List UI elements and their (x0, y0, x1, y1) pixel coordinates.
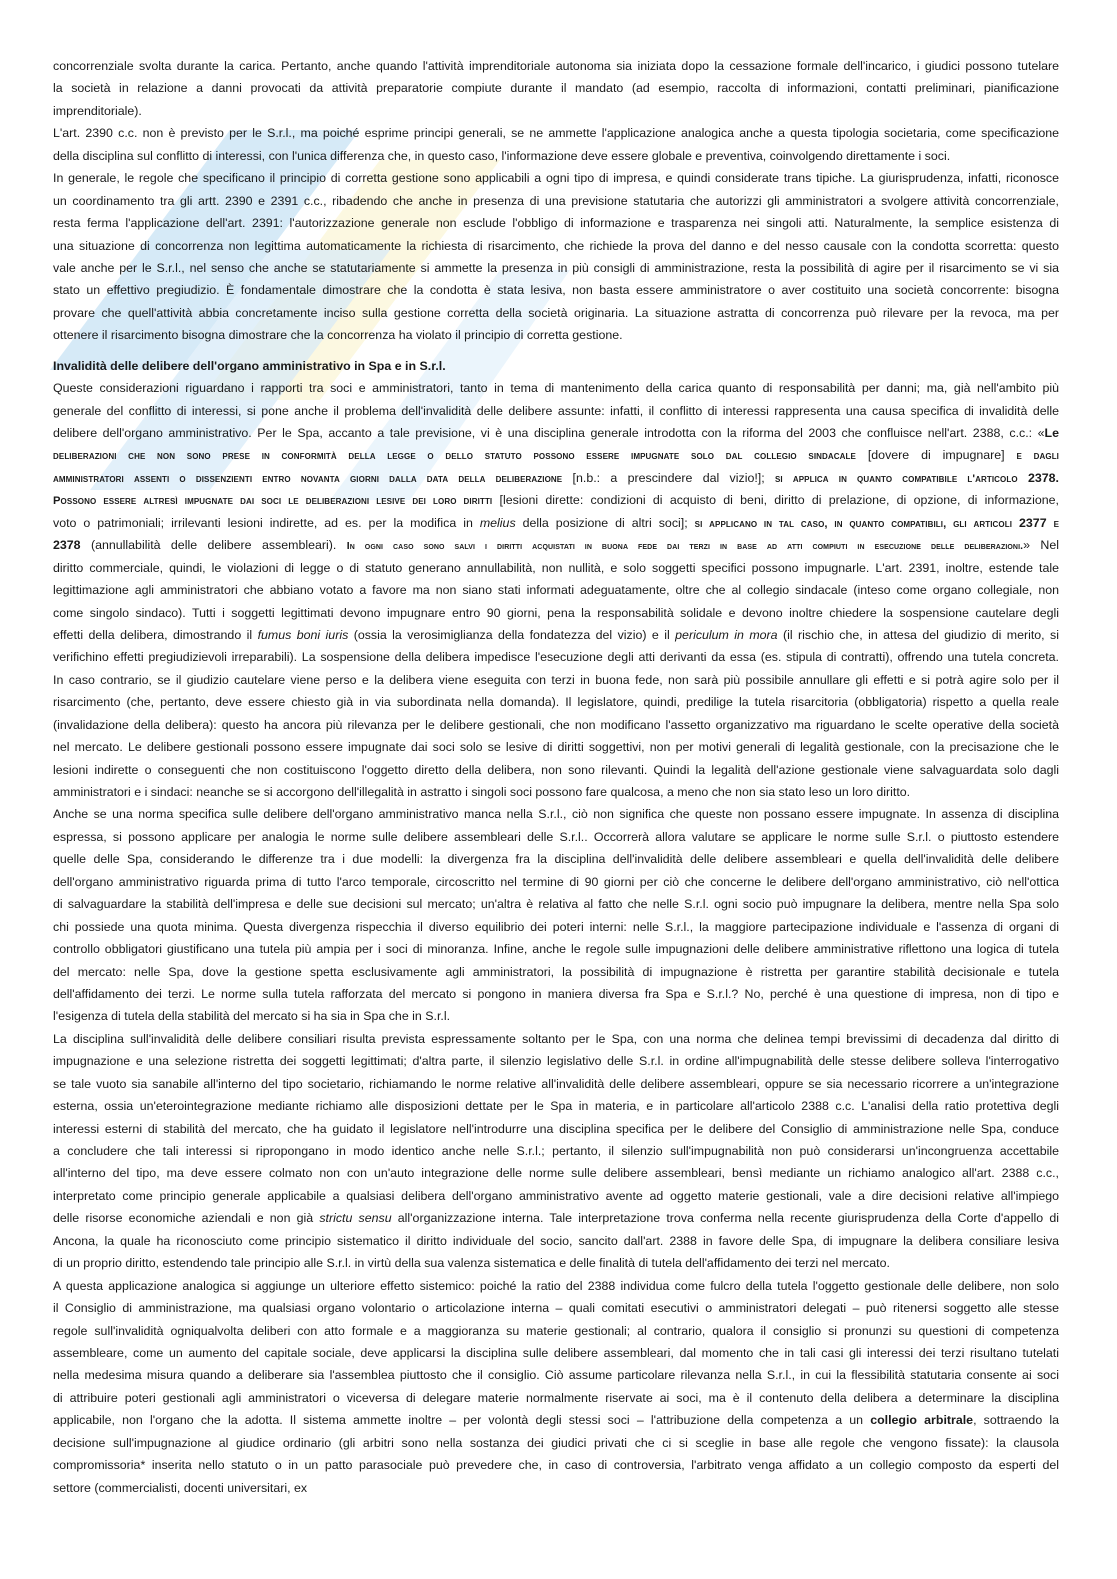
text-line: effetti della delibera, dimostrando il fumus boni iuris (ossia la verosimiglianza della fondatezza del vizio) e il periculum in mora (il rischio che, in attesa del giudizio di merito, si (53, 627, 1059, 642)
text-line: l'esigenza di tutela della stabilità del mercato si ha sia in Spa che in S.r.l. (53, 1009, 451, 1024)
text-line: interpretato come principio generale applicabile a qualsiasi delibera dell'organo amministrativo avente ad oggetto materie gestionali, vale a dire decisioni relative all'impiego (53, 1188, 1059, 1203)
text-line: una situazione di concorrenza non legittima automaticamente la richiesta di risarcimento, che richiede la prova del danno e del nesso causale con la condotta scorretta: questo (53, 238, 1059, 253)
text-line: controllo obbligatori giustificano una tutela più ampia per i soci di minoranza. Infine, anche le regole sulle impugnazioni delle delibere amministrative riflettono una logica di tutela (53, 942, 1059, 957)
text-line: se tale vuoto sia sanabile all'interno del tipo societario, richiamando le norme relative all'invalidità delle delibere assembleari, oppure se sia necessario ricorrere a un'integrazione (53, 1076, 1059, 1091)
paragraph (53, 167, 1059, 347)
text-line: di attribuire poteri gestionali agli amministratori o viceversa di delegare materie normalmente riservate ai soci, ma è il contenuto della delibera a determinare la disciplina (53, 1390, 1059, 1405)
text-line: decisione sull'impugnazione al giudice ordinario (gli arbitri sono nella sostanza dei giudici privati che ci si sceglie in base alle regole che vengono fissate): la clausola (53, 1435, 1059, 1450)
quote-small-caps: Le (1044, 426, 1059, 440)
text-line: esterna, ossia un'eterointegrazione mediante richiamo alle disposizioni dettate per le Spa in materia, e in particolare all'articolo 2388 c.c. L'analisi della ratio protettiva degli (53, 1099, 1059, 1114)
text-line: Anche se una norma specifica sulle delibere dell'organo amministrativo manca nella S.r.l., ciò non significa che queste non possano essere impugnate. In assenza di disciplina (53, 807, 1059, 822)
text-line: compromissoria* inserita nello statuto o in un patto parasociale può prevedere che, in caso di controversia, l'arbitrato venga affidato a un collegio composto da esperti del (53, 1458, 1059, 1473)
quote-line: amministratori assenti o dissenzienti entro novanta giorni dalla data della deliberazione [n.b.: a prescindere dal vizio!]; si applica in quanto compatibile l'articolo 2378. (53, 470, 1059, 485)
text-line: generale del conflitto di interessi, si pone anche il problema dell'invalidità delle delibere assunte: infatti, il conflitto di interessi rappresenta una causa specifica di invalidità delle (53, 403, 1059, 418)
text-line: diritto commerciale, quindi, le violazioni di legge o di statuto generano annullabilità, non nullità, e solo soggetti specifici possono impugnarle. L'art. 2391, inoltre, estende tale (53, 560, 1059, 575)
text-line: A questa applicazione analogica si aggiunge un ulteriore effetto sistemico: poiché la ratio del 2388 individua come fulcro della tutela l'oggetto gestionale delle delibere, non solo (53, 1278, 1059, 1293)
text-line: resta ferma l'applicazione dell'art. 2391: l'autorizzazione generale non esclude l'obbligo di informazione e trasparenza nei singoli atti. Naturalmente, la semplice esistenza di (53, 216, 1059, 231)
paragraph (53, 1028, 1059, 1275)
text-line: di un proprio diritto, estendendo tale principio alle S.r.l. in virtù della sua valenza sistematica e delle finalità di tutela dell'affidamento dei terzi nel mercato. (53, 1256, 890, 1271)
text-line: ottenere il risarcimento bisogna dimostrare che la concorrenza ha violato il principio di corretta gestione. (53, 328, 623, 343)
paragraph (53, 122, 1059, 167)
text-line: espressa, si possono applicare per analogia le norme sulle delibere assembleari delle S.r.l.. Occorrerà allora valutare se applicare le norme sulle S.r.l. o piuttosto estendere (53, 829, 1059, 844)
text-line: verifichino effetti pregiudizievoli irreparabili). La sospensione della delibera impedisce l'esecuzione degli atti derivanti da essa (es. stipula di contratti), offrendo una tutela concreta. (53, 650, 1059, 665)
text-line: imprenditoriale). (53, 103, 142, 118)
quote-line: deliberazioni che non sono prese in conformità della legge o dello statuto possono essere impugnate solo dal collegio sindacale [dovere di impugnare] e dagli (53, 448, 1059, 463)
text-line: stato un effettivo pregiudizio. È fondamentale dimostrare che la condotta è stata lesiva, non basta essere amministratore o aver costituito una società concorrente: bisogna (53, 283, 1059, 298)
quote-line: Possono essere altresì impugnate dai soci le deliberazioni lesive dei loro diritti [lesioni dirette: condizioni di acquisto di beni, diritto di prelazione, di opzione, di informazione, (53, 493, 1059, 508)
text-line: delibere dell'organo amministrativo. Per le Spa, accanto a tale previsione, vi è una disciplina generale introdotta con la riforma del 2003 che confluisce nell'art. 2388, c.c.: «Le (53, 426, 1059, 440)
text-line: amministratori e i sindaci: neanche se si accorgono dell'illegalità in astratto i singoli soci possono fare qualcosa, a meno che non sia stato leso un loro diritto. (53, 785, 911, 799)
paragraph (53, 377, 1059, 803)
text-line: il Consiglio di amministrazione, ma qualsiasi organo volontario o articolazione interna – quali comitati esecutivi o amministratori delegati – può ritenersi soggetto alle stesse (53, 1301, 1059, 1316)
text-line: all'interno del tipo, ma deve essere colmato non con un'auto integrazione delle norme sulle delibere assembleari, bensì mediante un richiamo analogico all'art. 2388 c.c., (53, 1166, 1059, 1181)
text-line: La disciplina sull'invalidità delle delibere consiliari risulta prevista espressamente soltanto per le Spa, con una norma che delinea tempi brevissimi di decadenza dal diritto di (53, 1031, 1059, 1046)
text-line: delle risorse economiche aziendali e non già strictu sensu all'organizzazione interna. Tale interpretazione trova conferma nella recente giurisprudenza della Corte d'appello di (53, 1211, 1059, 1226)
document-page (53, 55, 1059, 1499)
text-line: concorrenziale svolta durante la carica. Pertanto, anche quando l'attività imprenditoriale autonoma sia iniziata dopo la cessazione formale dell'incarico, i giudici possono tutelare (53, 59, 1059, 73)
text-line: di salvaguardare la stabilità dell'impresa e delle sue decisioni sul mercato; un'altra è relativa al fatto che nelle S.r.l. ogni socio può impugnare la delibera, mentre nella Spa solo (53, 897, 1059, 912)
text-line: provare che quell'attività abbia concretamente inciso sulla gestione corretta della società originaria. La situazione astratta di concorrenza può rilevare per la revoca, ma per (53, 305, 1059, 320)
text-line: lesioni indirette o conseguenti che non costituiscono l'oggetto diretto della delibera, non sono rilevanti. Quindi la legalità dell'azione gestionale viene salvaguardata solo dagli (53, 762, 1059, 777)
text-line: assembleare, come un aumento del capitale sociale, deve applicarsi la disciplina sulle delibere assembleari, dal momento che in tali casi gli interessi dei terzi risultano tutelati (53, 1345, 1059, 1360)
quote-line: voto o patrimoniali; irrilevanti lesioni indirette, ad es. per la modifica in melius della posizione di altri soci]; si applicano in tal caso, in quanto compatibili, gli articoli 2377 e (53, 515, 1059, 530)
text-line: dell'organo amministrativo riguarda prima di tutto l'arco temporale, circoscritto nel termine di 90 giorni per ciò che concerne le delibere dell'organo amministrativo, ciò nell'ottica (53, 874, 1059, 889)
text-line: quelle delle Spa, considerando le differenze tra i due modelli: la divergenza fra la disciplina dell'invalidità delle delibere assembleari e quella dell'invalidità delle delibere (53, 852, 1059, 867)
bold-term: collegio arbitrale (870, 1413, 974, 1428)
text-line: Ancona, la quale ha riconosciuto come principio sistematico il diritto individuale del socio, sancito dall'art. 2388 in favore delle Spa, di impugnare la delibera consiliare lesiva (53, 1233, 1059, 1248)
text-line: della disciplina sul conflitto di interessi, con l'unica differenza che, in questo caso, l'informazione deve essere globale e preventiva, coinvolgendo direttamente i soci. (53, 148, 951, 163)
section-heading: Invalidità delle delibere dell'organo amministrativo in Spa e in S.r.l. (53, 358, 446, 373)
paragraph (53, 803, 1059, 1027)
text-line: la società in relazione a danni provocati da attività preparatorie compiute durante il mandato (ad esempio, raccolta di informazioni, contatti preliminari, pianificazione (53, 81, 1059, 96)
text-line: In caso contrario, se il giudizio cautelare viene perso e la delibera viene eseguita con terzi in buona fede, non sarà più possibile annullare gli effetti e si potrà agire solo per il (53, 672, 1059, 687)
paragraph (53, 55, 1059, 122)
text-line: come singolo sindaco). Tutti i soggetti legittimati devono impugnare entro 90 giorni, pena la responsabilità solidale e devono inoltre chiedere la sospensione cautelare degli (53, 605, 1059, 620)
text-line: a concludere che tali interessi si ripropongano in modo identico anche nelle S.r.l.; pertanto, il silenzio sull'impugnabilità non può considerarsi un'incongruenza accettabile (53, 1144, 1059, 1158)
text-line: un coordinamento tra gli artt. 2390 e 2391 c.c., ribadendo che anche in presenza di una previsione statutaria che autorizzi gli amministratori a svolgere attività concorrenziale, (53, 193, 1059, 208)
text-line: nella medesima misura quando a deliberare sia l'assemblea piuttosto che il consiglio. Ciò assume particolare rilevanza nella S.r.l., in cui la flessibilità statutaria consente ai soci (53, 1368, 1059, 1383)
text-line: dell'affidamento dei terzi. Le norme sulla tutela rafforzata del mercato si pongono in maniera diversa fra Spa e S.r.l.? No, perché è una questione di impresa, non di tipo e (53, 986, 1059, 1001)
text-line: vale anche per le S.r.l., nel senso che anche se statutariamente si ammette la presenza in più consigli di amministrazione, resta la possibilità di agire per il risarcimento se vi sia (53, 260, 1059, 275)
text-line: L'art. 2390 c.c. non è previsto per le S.r.l., ma poiché esprime principi generali, se ne ammette l'applicazione analogica anche a questa tipologia societaria, come specificazione (53, 126, 1059, 141)
text-line: interessi esterni di stabilità del mercato, che ha guidato il legislatore nell'introdurre una disciplina specifica per le delibere del Consiglio di amministrazione nelle Spa, conduce (53, 1121, 1059, 1136)
text-line: regole sull'invalidità ogniqualvolta deliberi con atto formale e a maggioranza su materie gestionali; al contrario, qualora il consiglio si pronunzi su questioni di competenza (53, 1323, 1059, 1338)
text-line: Queste considerazioni riguardano i rapporti tra soci e amministratori, tanto in tema di mantenimento della carica quanto di responsabilità per danni; ma, già nell'ambito più (53, 381, 1059, 396)
text-line: del mercato: nelle Spa, dove la gestione spetta esclusivamente agli amministratori, la possibilità di impugnazione è ristretta per garantire stabilità decisionale e tutela (53, 964, 1059, 979)
text-line: chi possiede una quota minima. Questa divergenza rispecchia il diverso equilibrio dei poteri interni: nelle S.r.l., la maggiore partecipazione individuale e l'assenza di organi di (53, 919, 1059, 934)
text-line: risarcimento (che, pertanto, deve essere chiesto già in via subordinata nella domanda). Il legislatore, quindi, predilige la tutela risarcitoria (obbligatoria) rispetto a quella reale (53, 695, 1059, 710)
text-line: legittimazione agli amministratori che abbiano votato a favore ma non siano stati informati adeguatamente, oltre che al collegio sindacale (inteso come organo collegiale, non (53, 583, 1059, 598)
text-line: impugnazione e una selezione ristretta dei soggetti legittimati; d'altra parte, il silenzio legislativo delle S.r.l. in ordine all'impugnabilità delle stesse delibere solleva l'interrogativo (53, 1054, 1059, 1069)
paragraph (53, 1275, 1059, 1499)
quote-line: 2378 (annullabilità delle delibere assembleari). In ogni caso sono salvi i diritti acquistati in buona fede dai terzi in base ad atti compiuti in esecuzione delle deliberazioni.» Nel (53, 538, 1059, 553)
text-line: In generale, le regole che specificano il principio di corretta gestione sono applicabili a ogni tipo di impresa, e quindi considerate trans tipiche. La giurisprudenza, infatti, riconosce (53, 171, 1059, 186)
text-line: applicabile, non l'organo che la adotta. Il sistema ammette inoltre – per volontà degli stessi soci – l'attribuzione della competenza a un collegio arbitrale, sottraendo la (53, 1413, 1059, 1428)
text-line: nel mercato. Le delibere gestionali possono essere impugnate dai soci solo se lesive di diritti soggettivi, non per motivi generali di legalità gestionale, con la precisazione che le (53, 740, 1059, 755)
text-line: settore (commercialisti, docenti universitari, ex (53, 1480, 308, 1495)
text-line: (invalidazione della delibera): questo ha ancora più rilevanza per le delibere gestionali, che non modificano l'assetto organizzativo ma riguardano le scelte operative della società (53, 717, 1059, 732)
